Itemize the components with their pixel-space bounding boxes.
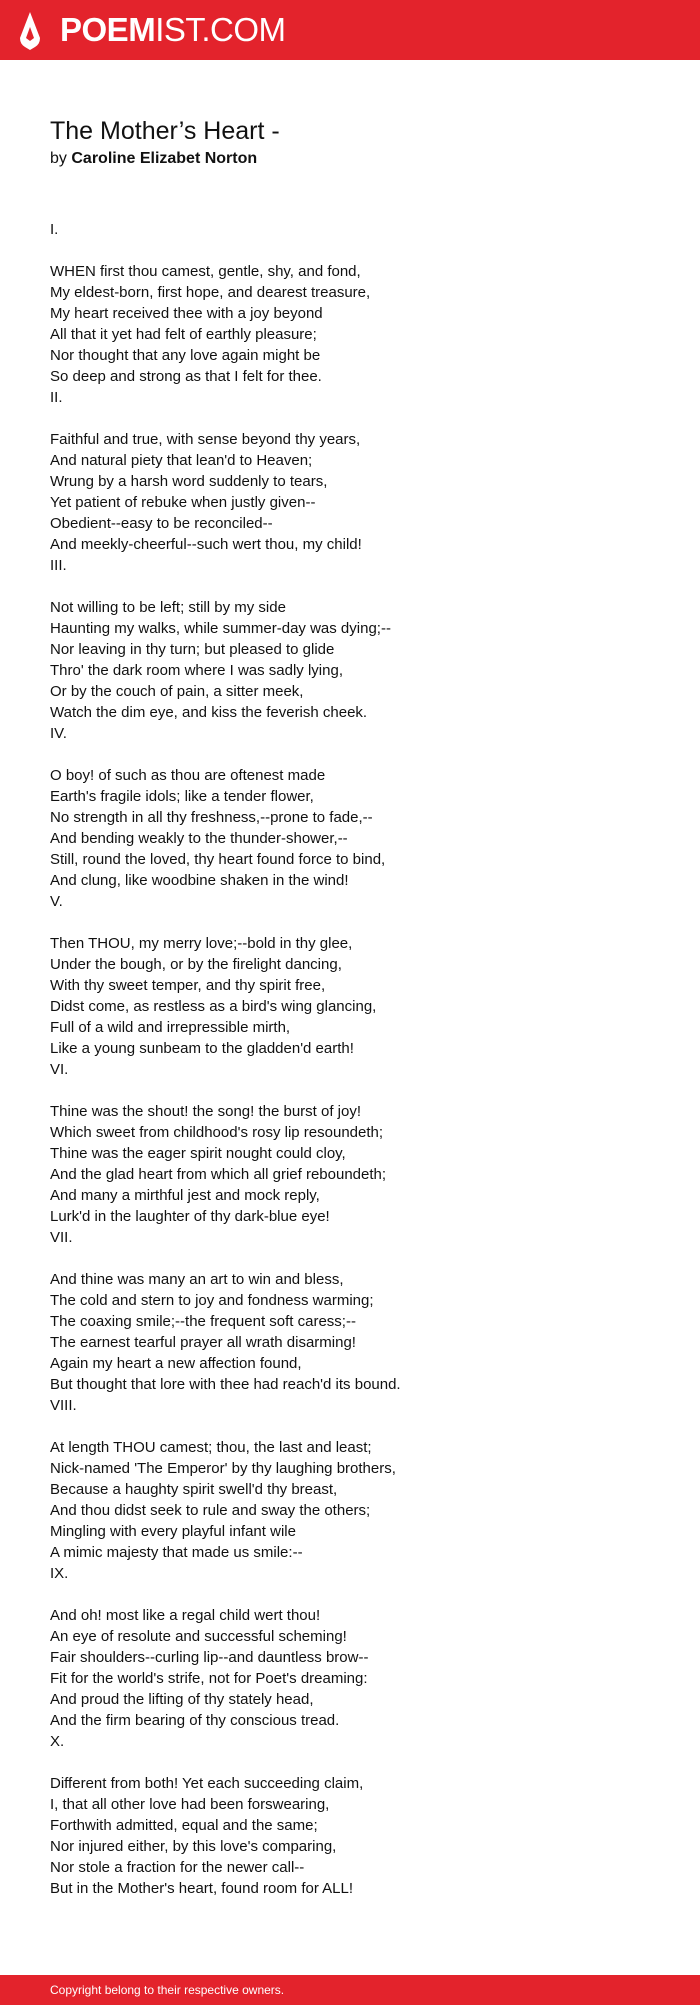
poem-body bbox=[50, 219, 670, 1899]
stanza-spacer bbox=[50, 1416, 670, 1437]
poem-line: Lurk'd in the laughter of thy dark-blue eye! bbox=[50, 1208, 330, 1225]
stanza-numeral: VI. bbox=[50, 1061, 69, 1078]
stanza-numeral: VIII. bbox=[50, 1397, 77, 1414]
author-name[interactable]: Caroline Elizabet Norton bbox=[71, 150, 258, 167]
site-header bbox=[0, 0, 700, 60]
stanza-spacer bbox=[50, 1080, 670, 1101]
poem-line: Nick-named 'The Emperor' by thy laughing brothers, bbox=[50, 1460, 396, 1477]
stanza-numeral: V. bbox=[50, 893, 63, 910]
poem-line: And clung, like woodbine shaken in the wind! bbox=[50, 872, 349, 889]
poem-line: And the firm bearing of thy conscious tread. bbox=[50, 1712, 340, 1729]
poem-line: Nor thought that any love again might be bbox=[50, 347, 321, 364]
poem-line: Forthwith admitted, equal and the same; bbox=[50, 1817, 318, 1834]
poem-line: So deep and strong as that I felt for thee. bbox=[50, 368, 322, 385]
stanza-spacer bbox=[50, 1584, 670, 1605]
stanza-numeral: VII. bbox=[50, 1229, 73, 1246]
poem-line: Different from both! Yet each succeeding claim, bbox=[50, 1775, 364, 1792]
stanza-numeral: II. bbox=[50, 389, 63, 406]
poem-line: O boy! of such as thou are oftenest made bbox=[50, 767, 326, 784]
poem-line: And the glad heart from which all grief reboundeth; bbox=[50, 1166, 387, 1183]
poem-line: Fit for the world's strife, not for Poet's dreaming: bbox=[50, 1670, 368, 1687]
poem-line: Fair shoulders--curling lip--and dauntless brow-- bbox=[50, 1649, 369, 1666]
poem-line: And oh! most like a regal child wert thou! bbox=[50, 1607, 321, 1624]
poem-line: Which sweet from childhood's rosy lip resoundeth; bbox=[50, 1124, 384, 1141]
poem-line: Nor leaving in thy turn; but pleased to glide bbox=[50, 641, 335, 658]
poem-line: Then THOU, my merry love;--bold in thy glee, bbox=[50, 935, 353, 952]
poem-line: And meekly-cheerful--such wert thou, my child! bbox=[50, 536, 362, 553]
logo-light-text: IST.COM bbox=[155, 11, 286, 48]
stanza-numeral: I. bbox=[50, 221, 59, 238]
poem-line: Like a young sunbeam to the gladden'd earth! bbox=[50, 1040, 354, 1057]
poem-line: And natural piety that lean'd to Heaven; bbox=[50, 452, 313, 469]
poem-line: Thro' the dark room where I was sadly lying, bbox=[50, 662, 343, 679]
poem-line: Haunting my walks, while summer-day was dying;-- bbox=[50, 620, 391, 637]
poem-line: And thou didst seek to rule and sway the others; bbox=[50, 1502, 371, 1519]
poem-line: My heart received thee with a joy beyond bbox=[50, 305, 323, 322]
poem-line: Obedient--easy to be reconciled-- bbox=[50, 515, 273, 532]
stanza-numeral: IX. bbox=[50, 1565, 69, 1582]
stanza-numeral: IV. bbox=[50, 725, 67, 742]
stanza-spacer bbox=[50, 576, 670, 597]
stanza-spacer bbox=[50, 1248, 670, 1269]
stanza-numeral: III. bbox=[50, 557, 67, 574]
poem-line: Nor stole a fraction for the newer call-- bbox=[50, 1859, 305, 1876]
poem-line: Again my heart a new affection found, bbox=[50, 1355, 302, 1372]
poem-line: Under the bough, or by the firelight dancing, bbox=[50, 956, 342, 973]
poem-line: Or by the couch of pain, a sitter meek, bbox=[50, 683, 304, 700]
poem-line: I, that all other love had been forswearing, bbox=[50, 1796, 330, 1813]
logo-bold-text: POEM bbox=[60, 11, 156, 48]
poem-line: WHEN first thou camest, gentle, shy, and fond, bbox=[50, 263, 361, 280]
site-logo[interactable] bbox=[60, 11, 286, 49]
poem-heading bbox=[50, 114, 670, 170]
poem-byline bbox=[50, 148, 670, 170]
poem-line: Yet patient of rebuke when justly given-- bbox=[50, 494, 316, 511]
poem-line: Full of a wild and irrepressible mirth, bbox=[50, 1019, 291, 1036]
poem-line: No strength in all thy freshness,--prone to fade,-- bbox=[50, 809, 373, 826]
poem-line: But thought that lore with thee had reach'd its bound. bbox=[50, 1376, 401, 1393]
stanza-spacer bbox=[50, 1752, 670, 1773]
poem-line: The earnest tearful prayer all wrath disarming! bbox=[50, 1334, 356, 1351]
poem-line: Earth's fragile idols; like a tender flower, bbox=[50, 788, 314, 805]
poem-line: Still, round the loved, thy heart found force to bind, bbox=[50, 851, 386, 868]
poem-line: Not willing to be left; still by my side bbox=[50, 599, 286, 616]
poem-line: Mingling with every playful infant wile bbox=[50, 1523, 296, 1540]
poem-line: All that it yet had felt of earthly pleasure; bbox=[50, 326, 317, 343]
poem-line: The cold and stern to joy and fondness warming; bbox=[50, 1292, 374, 1309]
poem-line: Faithful and true, with sense beyond thy years, bbox=[50, 431, 361, 448]
poem-line: An eye of resolute and successful scheming! bbox=[50, 1628, 347, 1645]
poem-line: Watch the dim eye, and kiss the feverish cheek. bbox=[50, 704, 368, 721]
poem-line: Because a haughty spirit swell'd thy breast, bbox=[50, 1481, 338, 1498]
poem-line: The coaxing smile;--the frequent soft caress;-- bbox=[50, 1313, 356, 1330]
poem-line: Thine was the shout! the song! the burst of joy! bbox=[50, 1103, 362, 1120]
poem-line: Didst come, as restless as a bird's wing glancing, bbox=[50, 998, 377, 1015]
copyright-text: Copyright belong to their respective owners. bbox=[50, 1983, 285, 1997]
poem-line: Wrung by a harsh word suddenly to tears, bbox=[50, 473, 328, 490]
stanza-spacer bbox=[50, 744, 670, 765]
poem-line: And proud the lifting of thy stately head, bbox=[50, 1691, 314, 1708]
byline-prefix: by bbox=[50, 150, 67, 167]
poem-line: And thine was many an art to win and bless, bbox=[50, 1271, 344, 1288]
poem-line: Thine was the eager spirit nought could cloy, bbox=[50, 1145, 346, 1162]
poem-line: But in the Mother's heart, found room for ALL! bbox=[50, 1880, 354, 1897]
stanza-spacer bbox=[50, 912, 670, 933]
poem-title: The Mother’s Heart - bbox=[50, 117, 280, 145]
site-footer bbox=[0, 1975, 700, 2005]
poem-line: Nor injured either, by this love's comparing, bbox=[50, 1838, 337, 1855]
pencil-icon[interactable] bbox=[18, 11, 42, 51]
poem-line: And many a mirthful jest and mock reply, bbox=[50, 1187, 320, 1204]
poem-line: And bending weakly to the thunder-shower,-- bbox=[50, 830, 348, 847]
poem-line: With thy sweet temper, and thy spirit free, bbox=[50, 977, 326, 994]
poem-line: At length THOU camest; thou, the last and least; bbox=[50, 1439, 372, 1456]
poem-line: My eldest-born, first hope, and dearest treasure, bbox=[50, 284, 371, 301]
poem-line: A mimic majesty that made us smile:-- bbox=[50, 1544, 303, 1561]
stanza-numeral: X. bbox=[50, 1733, 65, 1750]
stanza-spacer bbox=[50, 408, 670, 429]
stanza-spacer bbox=[50, 240, 670, 261]
